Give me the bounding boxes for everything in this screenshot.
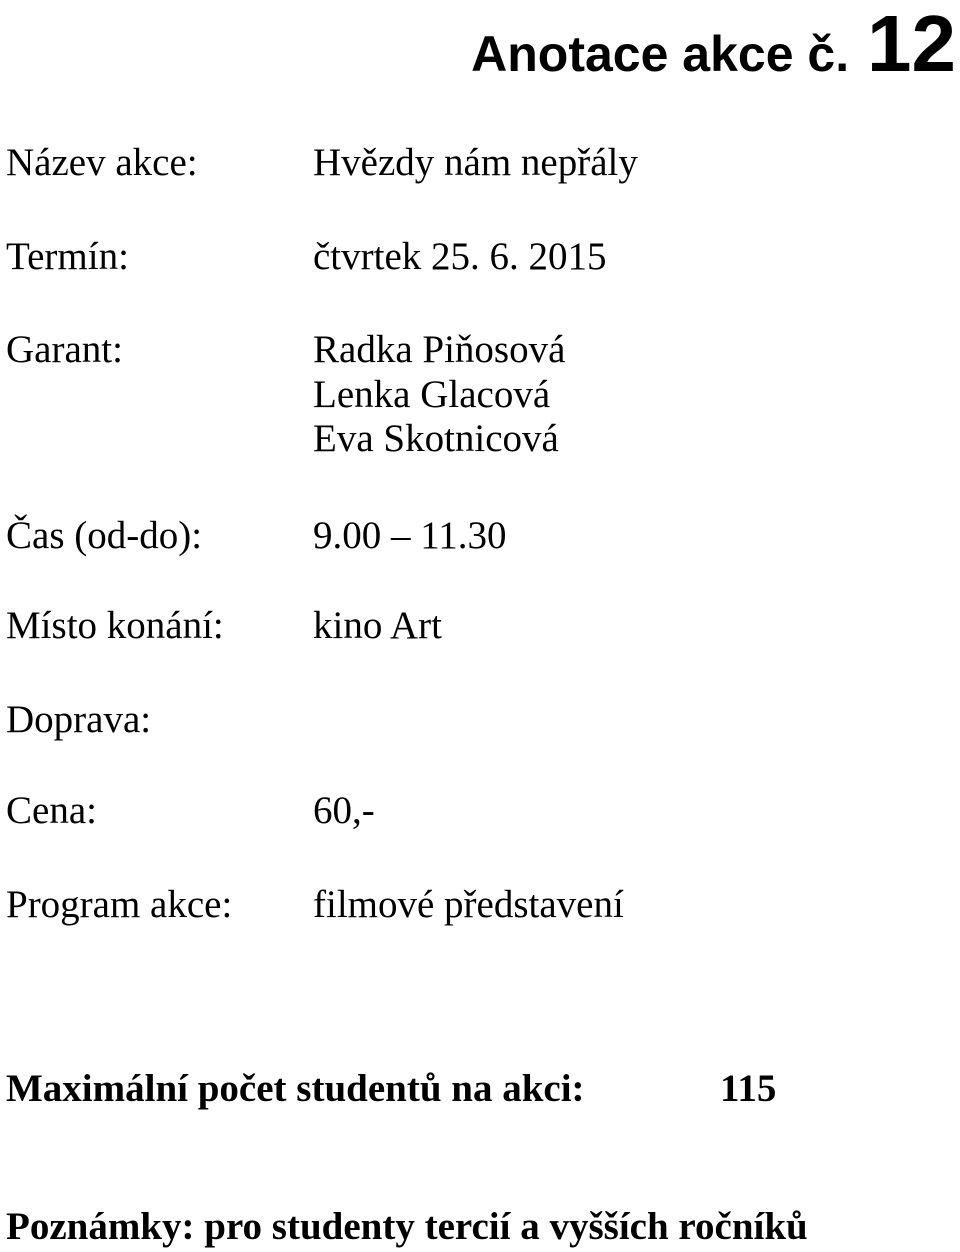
event-name-value: Hvězdy nám nepřály — [313, 141, 638, 184]
notes-label: Poznámky: — [6, 1205, 195, 1248]
guarantor-name: Radka Piňosová — [313, 328, 566, 371]
transport-label: Doprava: — [6, 698, 152, 741]
price-value: 60,- — [313, 789, 375, 832]
program-value: filmové představení — [313, 883, 624, 926]
event-date-value: čtvrtek 25. 6. 2015 — [313, 235, 607, 278]
page-title — [471, 0, 956, 94]
time-value: 9.00 – 11.30 — [313, 514, 507, 557]
page-title-text: Anotace akce č. — [471, 26, 850, 82]
capacity-value: 115 — [720, 1067, 777, 1110]
price-label: Cena: — [6, 789, 97, 832]
event-date-label: Termín: — [6, 235, 129, 278]
event-name-label: Název akce: — [6, 141, 198, 184]
guarantor-name: Lenka Glacová — [313, 372, 551, 416]
guarantor-list — [313, 328, 565, 462]
place-label: Místo konání: — [6, 604, 224, 647]
program-label: Program akce: — [6, 883, 233, 926]
place-value: kino Art — [313, 604, 442, 647]
notes-line — [6, 1205, 808, 1249]
guarantor-label: Garant: — [6, 328, 123, 371]
guarantor-name: Eva Skotnicová — [313, 417, 559, 460]
capacity-label: Maximální počet studentů na akci: — [6, 1067, 585, 1110]
time-label: Čas (od-do): — [6, 514, 203, 557]
notes-value: pro studenty tercií a vyšších ročníků — [204, 1205, 808, 1248]
page-title-number: 12 — [867, 0, 956, 88]
